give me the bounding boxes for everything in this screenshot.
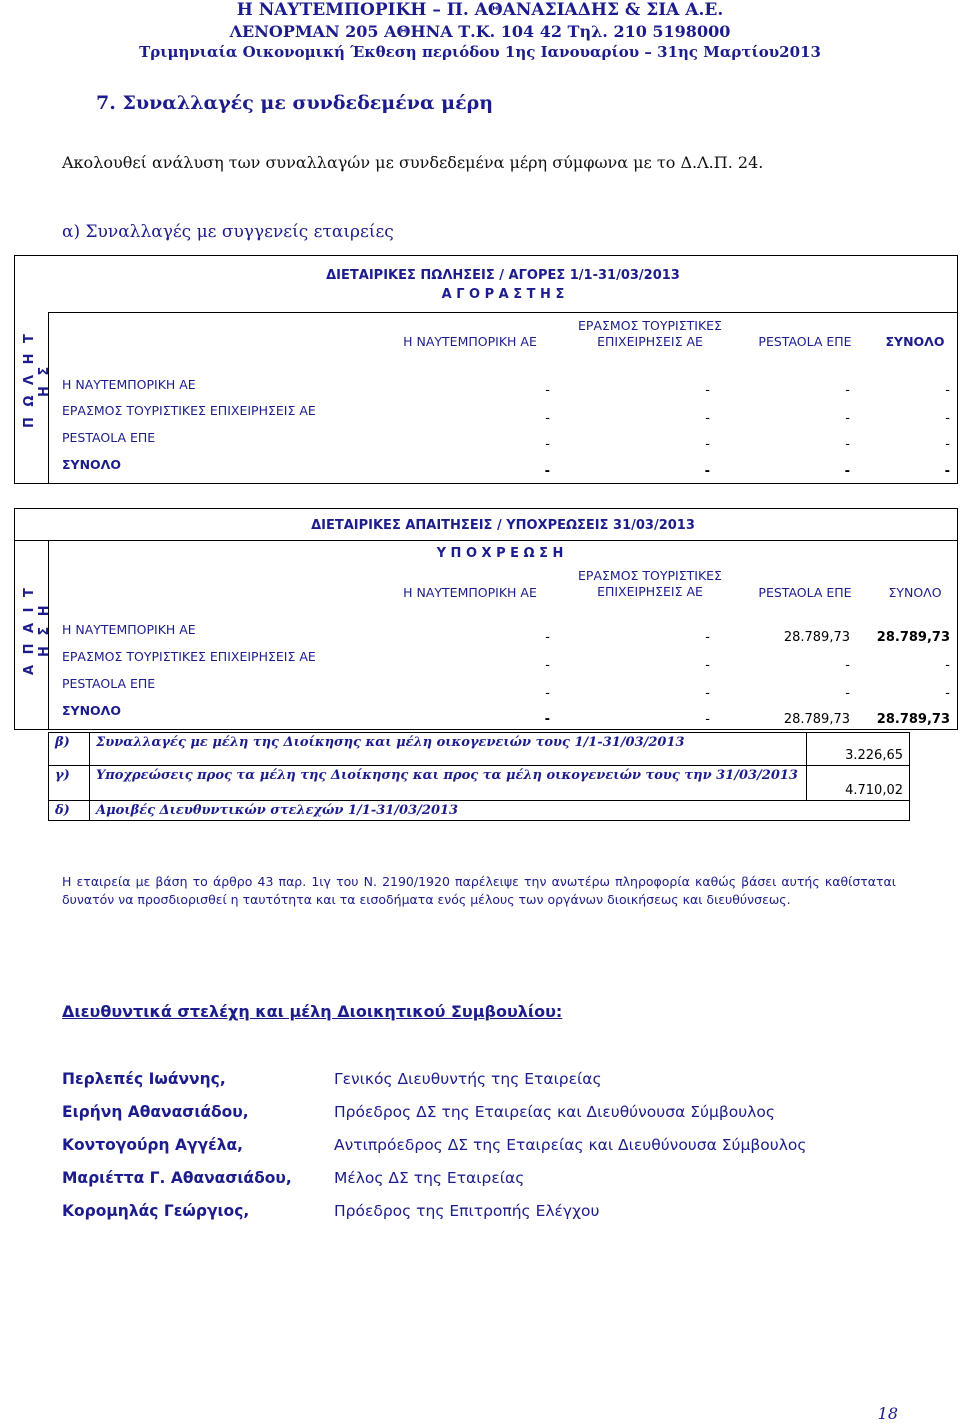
management-title: Διευθυντικά στελέχη και μέλη Διοικητικού Συμβουλίου:	[62, 1002, 563, 1021]
person-name: Κορομηλάς Γεώργιος,	[62, 1202, 250, 1220]
table-row: β) Συναλλαγές με μέλη της Διοίκησης και μέλη οικογενειών τους 1/1-31/03/2013 3.226,65	[49, 733, 910, 766]
seller-label: Π Ω Λ Η Τ Η Σ	[22, 331, 52, 429]
table2-col-total: ΣΥΝΟΛΟ	[888, 585, 942, 600]
table1-subtitle: Α Γ Ο Ρ Α Σ Τ Η Σ	[441, 287, 565, 302]
page-header	[0, 0, 960, 63]
table-row: δ) Αμοιβές Διευθυντικών στελεχών 1/1-31/03/2013	[49, 801, 910, 821]
table2-row-label: PESTAOLA ΕΠΕ	[62, 676, 156, 691]
person-role: Αντιπρόεδρος ΔΣ της Εταιρείας και Διευθύνουσα Σύμβουλος	[334, 1136, 807, 1154]
table1-title: ΔΙΕΤΑΙΡΙΚΕΣ ΠΩΛΗΣΕΙΣ / ΑΓΟΡΕΣ 1/1-31/03/2013	[326, 268, 680, 283]
person-name: Περλεπές Ιωάννης,	[62, 1070, 226, 1088]
table1-col-naftemporiki: Η ΝΑΥΤΕΜΠΟΡΙΚΗ ΑΕ	[403, 334, 537, 349]
table1-col-total: ΣΥΝΟΛΟ	[885, 334, 945, 349]
page-number: 18	[877, 1404, 898, 1423]
table2-subtitle: Υ Π Ο Χ Ρ Ε Ω Σ Η	[436, 546, 564, 561]
disclosure-note: Η εταιρεία με βάση το άρθρο 43 παρ. 1ιγ του Ν. 2190/1920 παρέλειψε την ανωτέρω πληροφορία καθώς βάσει αυτής καθίσταται δυνατόν να προσδιορισθεί η ταυτότητα και τα εισοδήματα ενός μέλους των οργάνων διοικήσεως και διευθύνσεως.	[62, 874, 896, 907]
section-intro: Ακολουθεί ανάλυση των συναλλαγών με συνδεδεμένα μέρη σύμφωνα με το Δ.Λ.Π. 24.	[62, 153, 764, 172]
table2-col-erasmos: ΕΡΑΣΜΟΣ ΤΟΥΡΙΣΤΙΚΕΣ ΕΠΙΧΕΙΡΗΣΕΙΣ ΑΕ	[578, 568, 722, 599]
person-role: Γενικός Διευθυντής της Εταιρείας	[334, 1070, 602, 1088]
person-role: Πρόεδρος της Επιτροπής Ελέγχου	[334, 1202, 600, 1220]
table2-title: ΔΙΕΤΑΙΡΙΚΕΣ ΑΠΑΙΤΗΣΕΙΣ / ΥΠΟΧΡΕΩΣΕΙΣ 31/03/2013	[311, 518, 695, 533]
table1-row-label: ΕΡΑΣΜΟΣ ΤΟΥΡΙΣΤΙΚΕΣ ΕΠΙΧΕΙΡΗΣΕΙΣ ΑΕ	[62, 403, 316, 418]
person-name: Κοντογούρη Αγγέλα,	[62, 1136, 244, 1154]
subheading-related-companies: α) Συναλλαγές με συγγενείς εταιρείες	[62, 222, 394, 242]
table-row: γ) Υποχρεώσεις προς τα μέλη της Διοίκησης και προς τα μέλη οικογενειών τους την 31/03/2013 4.710,02	[49, 766, 910, 801]
receivable-label: Α Π Α Ι Τ Η Σ Η	[22, 585, 52, 675]
table1-col-erasmos: ΕΡΑΣΜΟΣ ΤΟΥΡΙΣΤΙΚΕΣ ΕΠΙΧΕΙΡΗΣΕΙΣ ΑΕ	[578, 318, 722, 349]
table1-row-label: PESTAOLA ΕΠΕ	[62, 430, 156, 445]
company-address: ΛΕΝΟΡΜΑΝ 205 ΑΘΗΝΑ Τ.Κ. 104 42 Τηλ. 210 5198000	[229, 22, 731, 41]
person-name: Μαριέττα Γ. Αθανασιάδου,	[62, 1169, 292, 1187]
table2-col-naftemporiki: Η ΝΑΥΤΕΜΠΟΡΙΚΗ ΑΕ	[403, 585, 537, 600]
table1-row-label: Η ΝΑΥΤΕΜΠΟΡΙΚΗ ΑΕ	[62, 377, 196, 392]
table2-row-label: Η ΝΑΥΤΕΜΠΟΡΙΚΗ ΑΕ	[62, 622, 196, 637]
person-role: Πρόεδρος ΔΣ της Εταιρείας και Διευθύνουσα Σύμβουλος	[334, 1103, 775, 1121]
table1-col-pestaola: PESTAOLA ΕΠΕ	[758, 334, 852, 349]
report-title: Τριμηνιαία Οικονομική Έκθεση περιόδου 1ης Ιανουαρίου – 31ης Μαρτίου2013	[139, 43, 821, 61]
table2-row-label: ΕΡΑΣΜΟΣ ΤΟΥΡΙΣΤΙΚΕΣ ΕΠΙΧΕΙΡΗΣΕΙΣ ΑΕ	[62, 649, 316, 664]
management-transactions-table	[48, 732, 910, 821]
company-name: Η ΝΑΥΤΕΜΠΟΡΙΚΗ – Π. ΑΘΑΝΑΣΙΑΔΗΣ & ΣΙΑ Α.Ε.	[236, 0, 724, 20]
table1-total-label: ΣΥΝΟΛΟ	[62, 457, 121, 472]
section-title: 7. Συναλλαγές με συνδεδεμένα μέρη	[96, 92, 494, 114]
table2-col-pestaola: PESTAOLA ΕΠΕ	[758, 585, 852, 600]
person-name: Ειρήνη Αθανασιάδου,	[62, 1103, 249, 1121]
table2-total-label: ΣΥΝΟΛΟ	[62, 703, 121, 718]
person-role: Μέλος ΔΣ της Εταιρείας	[334, 1169, 525, 1187]
